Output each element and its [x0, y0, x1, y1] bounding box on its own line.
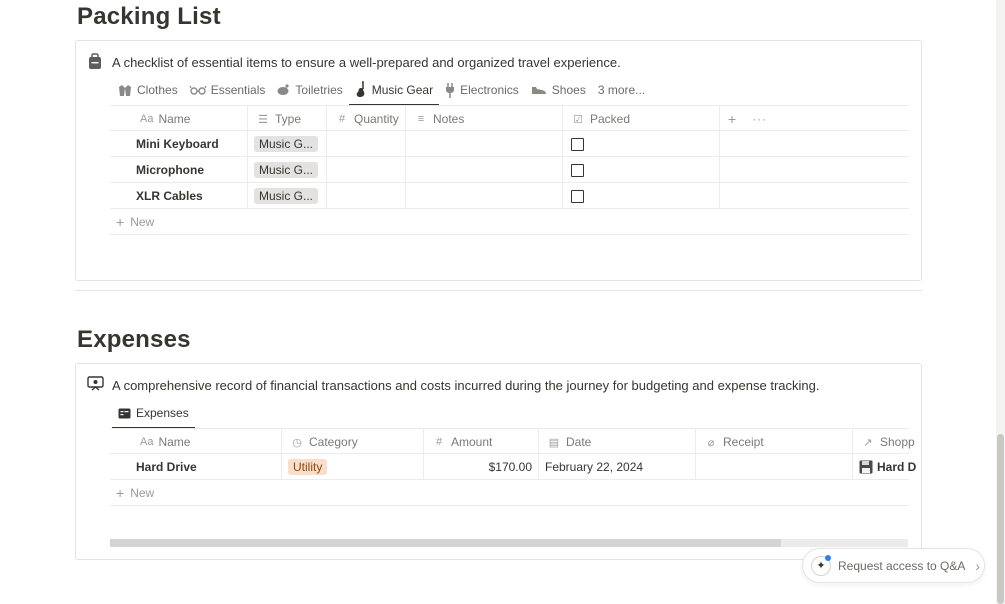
text-type-icon: Aa [140, 436, 154, 448]
item-packed [562, 157, 719, 183]
new-row [110, 209, 909, 235]
expenses-table-header [110, 428, 915, 454]
item-empty [719, 157, 909, 183]
new-row-button[interactable]: + New [116, 214, 155, 230]
new-row-button[interactable]: + New [116, 485, 155, 501]
item-type[interactable] [247, 183, 326, 209]
select-circle-icon: ◷ [292, 436, 302, 449]
shoe-icon [531, 85, 547, 95]
expenses-view-tabs [112, 400, 195, 426]
item-packed [562, 183, 719, 209]
expense-amount[interactable]: $170.00 [423, 454, 538, 480]
packed-checkbox[interactable] [571, 138, 584, 151]
type-tag: Music G... [254, 188, 318, 204]
list-icon: ☰ [258, 113, 268, 126]
item-quantity[interactable] [326, 131, 405, 157]
jacket-icon [118, 84, 132, 97]
packed-checkbox[interactable] [571, 190, 584, 203]
expenses-callout [75, 363, 922, 560]
plus-icon: + [116, 214, 125, 230]
column-notes[interactable]: ≡ Notes [405, 106, 562, 132]
hash-icon: # [338, 113, 346, 125]
column-amount[interactable]: # Amount [423, 429, 538, 455]
packed-checkbox[interactable] [571, 164, 584, 177]
table-icon [118, 408, 131, 419]
item-notes[interactable] [405, 157, 562, 183]
relation-arrow-icon: ↗ [863, 436, 873, 449]
table-row[interactable] [110, 131, 909, 157]
expense-category[interactable] [281, 454, 423, 480]
expenses-title: Expenses [77, 326, 191, 353]
packing-list-title: Packing List [77, 3, 221, 30]
horizontal-scrollbar[interactable] [110, 539, 908, 547]
column-name[interactable]: Aa Name [140, 112, 191, 126]
expense-name[interactable]: Hard Drive [136, 460, 197, 474]
packing-description: A checklist of essential items to ensure a well-prepared and organized travel experience. [112, 55, 621, 70]
packing-table [110, 105, 909, 235]
tab-music-gear[interactable]: Music Gear [349, 77, 439, 103]
calendar-icon: ▤ [548, 436, 560, 449]
expense-shopping[interactable]: Hard D [852, 454, 922, 480]
item-quantity[interactable] [326, 157, 405, 183]
expenses-description: A comprehensive record of financial transactions and costs incurred during the journey for budgeting and expense tracking. [112, 378, 820, 393]
paperclip-icon: ⌀ [707, 436, 715, 449]
tab-shoes[interactable]: Shoes [525, 77, 592, 103]
type-tag: Music G... [254, 136, 318, 152]
expense-date[interactable]: February 22, 2024 [538, 454, 695, 480]
page-scrollbar[interactable] [996, 0, 1005, 604]
table-row[interactable] [110, 454, 917, 480]
tab-expenses[interactable]: Expenses [112, 400, 195, 426]
column-packed[interactable]: ☑ Packed [562, 106, 719, 132]
type-tag: Music G... [254, 162, 318, 178]
item-name[interactable]: Microphone [136, 163, 204, 177]
plus-icon: + [116, 485, 125, 501]
tab-more[interactable]: 3 more... [597, 83, 646, 97]
section-divider [75, 290, 922, 291]
guitar-icon [355, 82, 367, 98]
column-date[interactable]: ▤ Date [538, 429, 695, 455]
text-lines-icon: ≡ [417, 113, 425, 125]
notification-dot [825, 555, 831, 561]
packing-table-header [110, 105, 909, 131]
chevron-right-icon: › [975, 557, 981, 574]
tab-essentials[interactable]: Essentials [184, 77, 272, 103]
packing-callout [75, 40, 922, 281]
tab-electronics[interactable]: Electronics [439, 77, 525, 103]
hash-icon: # [435, 436, 443, 448]
plug-icon [445, 83, 455, 98]
column-type[interactable]: ☰ Type [247, 106, 326, 132]
request-qa-access-button[interactable] [802, 548, 985, 583]
table-row[interactable] [110, 157, 909, 183]
item-notes[interactable] [405, 131, 562, 157]
column-receipt[interactable]: ⌀ Receipt [695, 429, 852, 455]
tab-clothes[interactable]: Clothes [112, 77, 184, 103]
checkbox-icon: ☑ [573, 113, 583, 126]
column-name[interactable]: Aa Name [140, 435, 191, 449]
item-name[interactable]: XLR Cables [136, 189, 203, 203]
horizontal-scroll-thumb[interactable] [110, 539, 781, 547]
column-quantity[interactable]: # Quantity [326, 106, 405, 132]
more-options-icon[interactable]: ··· [752, 112, 768, 126]
floppy-disk-icon [859, 460, 873, 474]
item-empty [719, 131, 909, 157]
item-quantity[interactable] [326, 183, 405, 209]
item-empty [719, 183, 909, 209]
item-notes[interactable] [405, 183, 562, 209]
glasses-icon [190, 85, 206, 95]
add-property-icon[interactable]: + [728, 111, 737, 127]
money-icon [87, 376, 103, 394]
new-row [110, 480, 909, 506]
expenses-table [110, 428, 917, 508]
soap-icon [277, 84, 290, 96]
expense-receipt[interactable] [695, 454, 852, 480]
sparkle-icon: ✦ [811, 556, 831, 576]
column-actions [719, 106, 909, 132]
backpack-icon [88, 53, 104, 71]
text-type-icon: Aa [140, 113, 154, 125]
item-packed [562, 131, 719, 157]
item-name[interactable]: Mini Keyboard [136, 137, 219, 151]
table-row[interactable] [110, 183, 909, 209]
item-type[interactable] [247, 157, 326, 183]
column-category[interactable]: ◷ Category [281, 429, 423, 455]
tab-toiletries[interactable]: Toiletries [271, 77, 348, 103]
category-tag: Utility [288, 459, 327, 475]
qa-button-label: Request access to Q&A [838, 558, 966, 573]
page-scroll-thumb[interactable] [997, 434, 1004, 604]
packing-view-tabs [112, 77, 651, 103]
item-type[interactable] [247, 131, 326, 157]
column-shopping[interactable]: ↗ Shopp [852, 429, 922, 455]
